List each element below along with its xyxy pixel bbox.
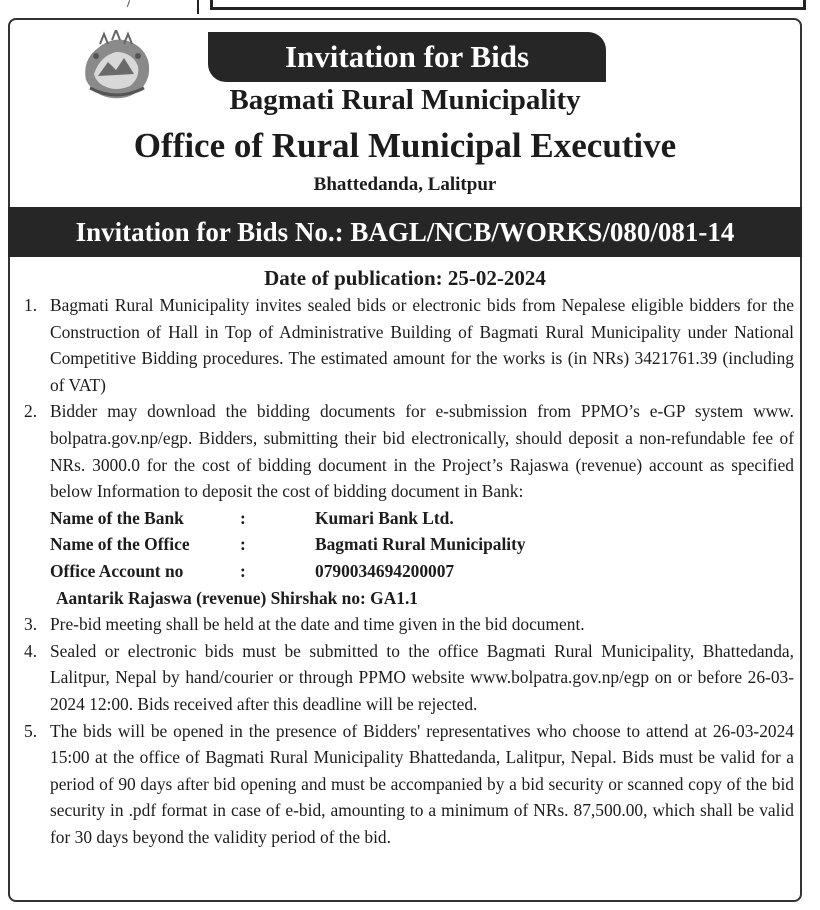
office-name: Office of Rural Municipal Executive xyxy=(133,126,677,165)
item-text: Sealed or electronic bids must be submitted to the office Bagmati Rural Municipality, Bhattedanda, Lalitpur, Nepal by hand/courier or through PPMO website www.bolpatra.gov.np/egp on or before 26-03-2024 12:00. Bids received after this deadline will be rejected. xyxy=(50,640,794,714)
bank-field-label: Name of the Bank xyxy=(50,507,184,528)
publication-date: Date of publication: 25-02-2024 xyxy=(264,266,546,290)
list-item xyxy=(24,292,794,398)
invitation-badge: Invitation for Bids xyxy=(208,32,606,82)
item-text: Bagmati Rural Municipality invites sealed bids or electronic bids from Nepalese eligible bidders for the Construction of Hall in Top of Administrative Building of Bagmati Rural Municipality under National Competitive Bidding procedures. The estimated amount for the works is (in NRs) 3421761.39 (including of VAT) xyxy=(50,295,794,395)
bank-field-label: Office Account no xyxy=(50,560,184,581)
bid-number-banner: Invitation for Bids No.: BAGL/NCB/WORKS/080/081-14 xyxy=(8,207,802,257)
bank-field-label: Name of the Office xyxy=(50,534,190,555)
revenue-line: Aantarik Rajaswa (revenue) Shirshak no: GA1.1 xyxy=(56,587,419,608)
list-item xyxy=(24,638,794,718)
bid-notice xyxy=(8,18,802,902)
office-location: Bhattedanda, Lalitpur xyxy=(313,174,497,195)
notice-items xyxy=(24,292,794,850)
item-number: 1. xyxy=(24,295,38,315)
bank-row xyxy=(50,531,794,558)
list-item xyxy=(24,611,794,638)
item-number: 3. xyxy=(24,614,38,635)
bank-row xyxy=(50,558,794,585)
bank-field-value: Kumari Bank Ltd. xyxy=(315,507,454,528)
list-item xyxy=(24,398,794,611)
previous-notice-edge xyxy=(0,0,820,14)
item-number: 4. xyxy=(24,640,38,661)
bank-field-value: 0790034694200007 xyxy=(315,560,455,581)
bank-row xyxy=(50,505,794,532)
bank-field-separator: : xyxy=(240,534,246,555)
list-item xyxy=(24,718,794,851)
item-text: The bids will be opened in the presence of Bidders' representatives who choose to attend at 26-03-2024 15:00 at the office of Bagmati Rural Municipality Bhattedanda, Lalitpur, Nepal. Bids must be valid for a period of 90 days after bid opening and must be accompanied by a bid security or scanned copy of the bid security in .pdf format in case of e-bid, amounting to a minimum of NRs. 87,500.00, which shall be valid for 30 days beyond the validity period of the bid. xyxy=(50,720,794,847)
bank-field-value: Bagmati Rural Municipality xyxy=(315,534,526,555)
bank-field-separator: : xyxy=(240,560,246,581)
item-text: Pre-bid meeting shall be held at the date and time given in the bid document. xyxy=(50,614,585,635)
bank-field-separator: : xyxy=(240,507,246,528)
item-number: 2. xyxy=(24,401,38,422)
item-text: Bidder may download the bidding documents for e-submission from PPMO’s e-GP system www. bolpatra.gov.np/egp. Bidders, submitting their bid electronically, should deposit a non-refundable fee of NRs. 3000.0 for the cost of bidding document in the Project’s Rajaswa (revenue) account as specified below Information to deposit the cost of bidding document in Bank: xyxy=(50,401,794,502)
municipality-name: Bagmati Rural Municipality xyxy=(229,84,581,116)
item-number: 5. xyxy=(24,720,38,741)
